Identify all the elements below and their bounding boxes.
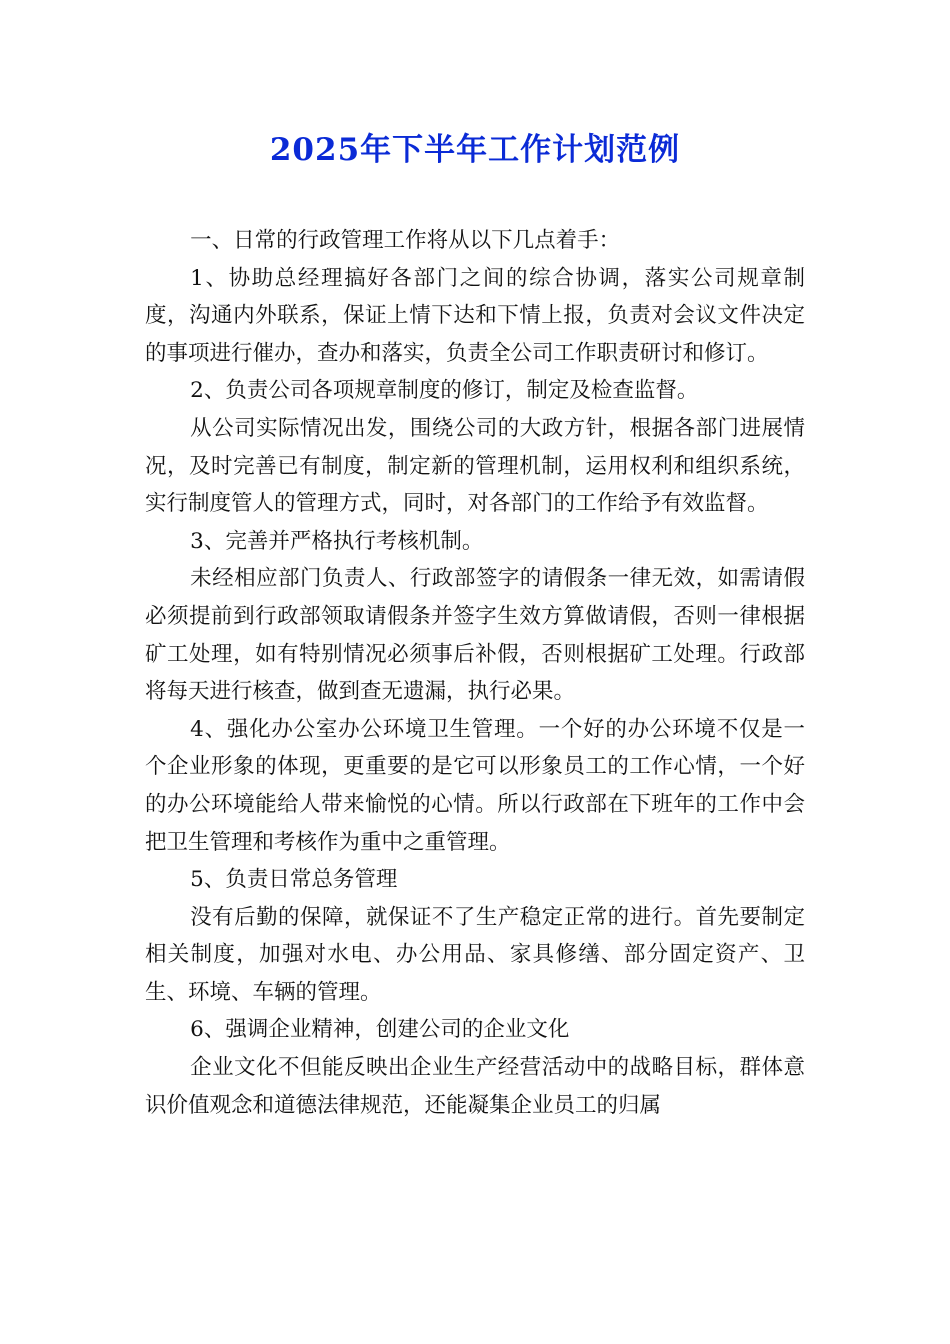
document-body [145, 222, 805, 1124]
paragraph-item-2: 2、负责公司各项规章制度的修订，制定及检查监督。 [190, 378, 699, 404]
paragraph-item-3: 3、完善并严格执行考核机制。 [190, 528, 484, 554]
paragraph-item-3-detail: 未经相应部门负责人、行政部签字的请假条一律无效，如需请假必须提前到行政部领取请假条并签字生效方算做请假，否则一律根据矿工处理，如有特别情况必须事后补假，否则根据矿工处理。行政部将每天进行核查，做到查无遗漏，执行必果。 [145, 566, 805, 705]
paragraph-item-2-detail: 从公司实际情况出发，围绕公司的大政方针，根据各部门进展情况，及时完善已有制度，制定新的管理机制，运用权利和组织系统，实行制度管人的管理方式，同时，对各部门的工作给予有效监督。 [145, 415, 805, 517]
document-title: 2025年下半年工作计划范例 [269, 132, 681, 168]
paragraph-item-1: 1、协助总经理搞好各部门之间的综合协调，落实公司规章制度，沟通内外联系，保证上情下达和下情上报，负责对会议文件决定的事项进行催办，查办和落实，负责全公司工作职责研讨和修订。 [145, 265, 805, 366]
paragraph-item-5-detail: 没有后勤的保障，就保证不了生产稳定正常的进行。首先要制定相关制度，加强对水电、办公用品、家具修缮、部分固定资产、卫生、环境、车辆的管理。 [145, 904, 805, 1005]
paragraph-item-6: 6、强调企业精神，创建公司的企业文化 [190, 1017, 570, 1043]
paragraph-item-4: 4、强化办公室办公环境卫生管理。一个好的办公环境不仅是一个企业形象的体现，更重要的是它可以形象员工的工作心情，一个好的办公环境能给人带来愉悦的心情。所以行政部在下班年的工作中会把卫生管理和考核作为重中之重管理。 [145, 716, 805, 855]
paragraph-item-6-detail: 企业文化不但能反映出企业生产经营活动中的战略目标，群体意识价值观念和道德法律规范，还能凝集企业员工的归属 [145, 1055, 805, 1118]
paragraph-heading-1: 一、日常的行政管理工作将从以下几点着手： [190, 228, 621, 253]
paragraph-item-5: 5、负责日常总务管理 [190, 867, 398, 893]
